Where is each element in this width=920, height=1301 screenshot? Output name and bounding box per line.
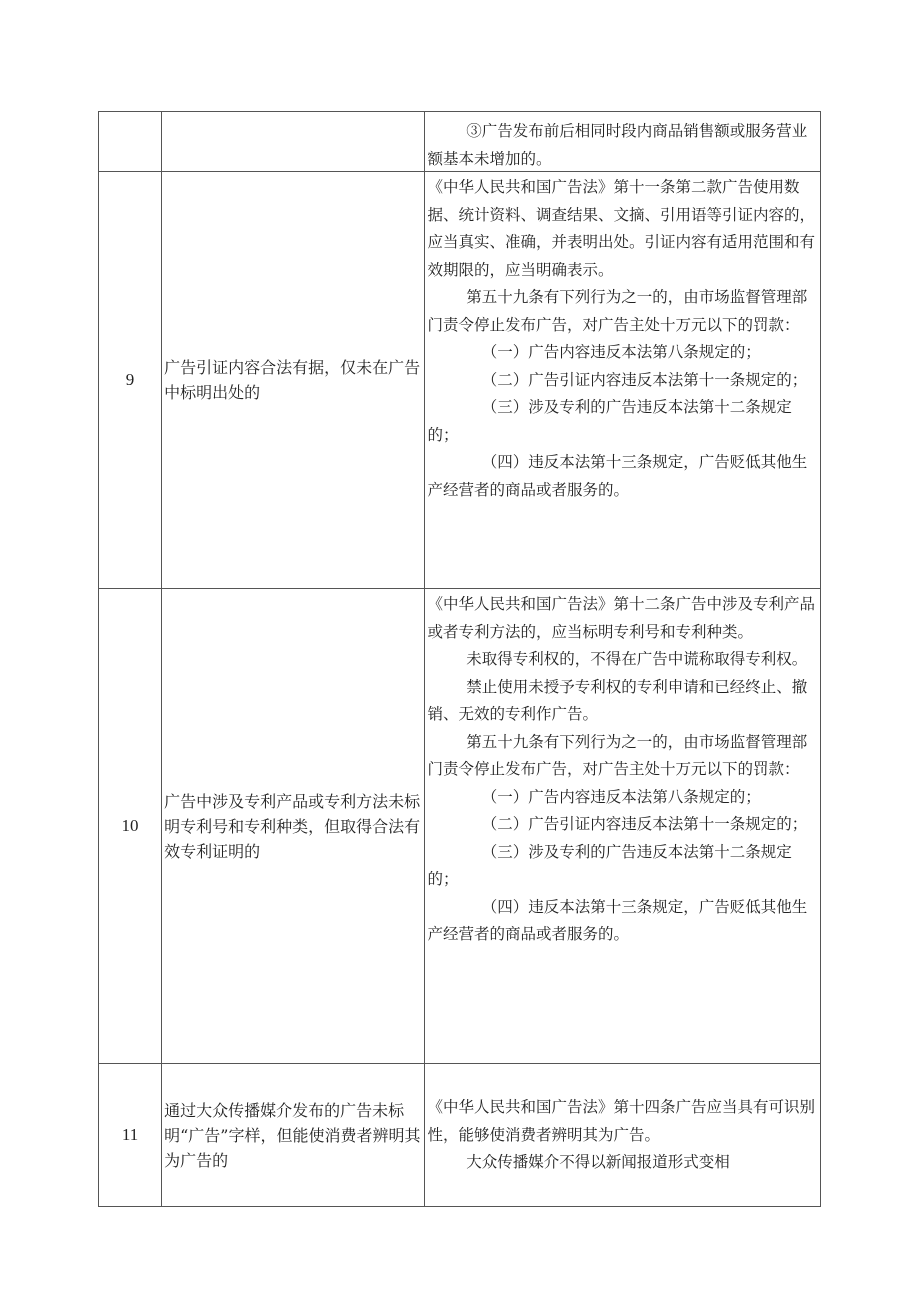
law-paragraph: 大众传播媒介不得以新闻报道形式变相 bbox=[466, 1153, 730, 1171]
case-text: 广告引证内容合法有据，仅未在广告中标明出处的 bbox=[164, 358, 421, 402]
law-paragraph: 《中华人民共和国广告法》第十一条第二款广告使用数据、统计资料、调查结果、文摘、引用语等引证内容的，应当真实、准确，并表明出处。引证内容有适用范围和有效期限的，应当明确表示。 bbox=[427, 178, 815, 279]
table-row bbox=[99, 172, 821, 589]
law-paragraph: 第五十九条有下列行为之一的，由市场监督管理部门责令停止发布广告，对广告主处十万元以下的罚款： bbox=[427, 732, 808, 778]
law-paragraph: 《中华人民共和国广告法》第十四条广告应当具有可识别性，能够使消费者辨明其为广告。 bbox=[427, 1098, 815, 1144]
row-number-cell: 9 bbox=[99, 172, 162, 589]
regulation-table bbox=[98, 111, 821, 1207]
law-paragraph: 《中华人民共和国广告法》第十二条广告中涉及专利产品或者专利方法的，应当标明专利号和专利种类。 bbox=[427, 595, 815, 641]
law-paragraph: （二）广告引证内容违反本法第十一条规定的； bbox=[481, 370, 808, 389]
law-paragraph: （三）涉及专利的广告违反本法第十二条规定的； bbox=[427, 842, 792, 888]
law-paragraph: （四）违反本法第十三条规定，广告贬低其他生产经营者的商品或者服务的。 bbox=[427, 453, 808, 499]
law-paragraph: （四）违反本法第十三条规定，广告贬低其他生产经营者的商品或者服务的。 bbox=[427, 897, 808, 943]
law-paragraph: 禁止使用未授予专利权的专利申请和已经终止、撤销、无效的专利作广告。 bbox=[427, 677, 808, 723]
law-cell bbox=[425, 172, 821, 589]
law-text bbox=[425, 589, 820, 1063]
law-cell bbox=[425, 1064, 821, 1207]
law-cell bbox=[425, 589, 821, 1064]
law-paragraph: （二）广告引证内容违反本法第十一条规定的； bbox=[481, 815, 808, 833]
law-paragraph: （三）涉及专利的广告违反本法第十二条规定的； bbox=[427, 398, 792, 444]
case-text: 通过大众传播媒介发布的广告未标明“广告”字样，但能使消费者辨明其为广告的 bbox=[164, 1100, 421, 1170]
table-row bbox=[99, 1064, 821, 1207]
row-number-cell: 10 bbox=[99, 589, 162, 1064]
case-text: 广告中涉及专利产品或专利方法未标明专利号和专利种类，但取得合法有效专利证明的 bbox=[164, 791, 421, 861]
law-cell bbox=[425, 112, 821, 172]
case-cell bbox=[162, 589, 425, 1064]
table-row bbox=[99, 589, 821, 1064]
law-text bbox=[425, 1064, 820, 1206]
law-text bbox=[425, 112, 820, 171]
law-paragraph: （一）广告内容违反本法第八条规定的； bbox=[481, 343, 761, 361]
row-number-cell bbox=[99, 112, 162, 172]
law-paragraph: （一）广告内容违反本法第八条规定的； bbox=[481, 787, 761, 806]
row-number-cell: 11 bbox=[99, 1064, 162, 1207]
law-text bbox=[425, 172, 820, 588]
law-paragraph: 第五十九条有下列行为之一的，由市场监督管理部门责令停止发布广告，对广告主处十万元以下的罚款： bbox=[427, 288, 808, 334]
law-paragraph: ③广告发布前后相同时段内商品销售额或服务营业额基本未增加的。 bbox=[427, 122, 808, 168]
law-paragraph: 未取得专利权的，不得在广告中谎称取得专利权。 bbox=[466, 650, 808, 668]
case-cell bbox=[162, 112, 425, 172]
case-cell bbox=[162, 172, 425, 589]
table-row bbox=[99, 112, 821, 172]
case-cell bbox=[162, 1064, 425, 1207]
